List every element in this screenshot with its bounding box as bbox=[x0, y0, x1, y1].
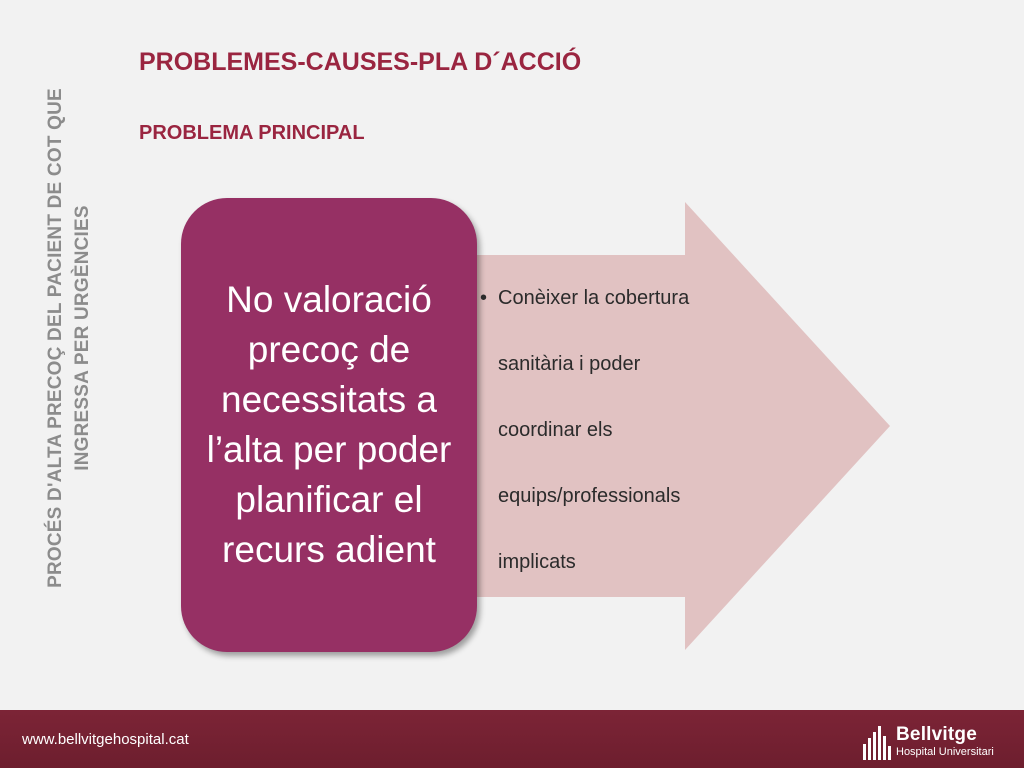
bullet-line: implicats bbox=[498, 551, 576, 573]
building-icon bbox=[862, 726, 892, 760]
bullet-text bbox=[498, 282, 758, 579]
footer-bar bbox=[0, 710, 1024, 768]
vertical-title-line-2: INGRESSA PER URGÈNCIES bbox=[72, 205, 93, 471]
vertical-title-line-1: PROCÉS D'ALTA PRECOÇ DEL PACIENT DE COT QUE bbox=[45, 88, 66, 588]
logo-name: Bellvitge bbox=[896, 724, 977, 745]
list-item bbox=[478, 282, 768, 579]
footer-website-link[interactable]: www.bellvitgehospital.cat bbox=[22, 731, 189, 748]
bullet-icon: • bbox=[480, 287, 488, 309]
bullet-line: Conèixer la cobertura bbox=[498, 287, 690, 309]
bellvitge-logo bbox=[862, 724, 1012, 764]
slide-subtitle: PROBLEMA PRINCIPAL bbox=[139, 122, 365, 144]
bullet-line: equips/professionals bbox=[498, 485, 681, 507]
bullet-line: sanitària i poder bbox=[498, 353, 641, 375]
action-bullet-list bbox=[478, 282, 768, 579]
main-problem-box bbox=[181, 198, 477, 652]
logo-subtitle: Hospital Universitari bbox=[896, 746, 994, 758]
bullet-line: coordinar els bbox=[498, 419, 613, 441]
main-problem-text: No valoració precoç de necessitats a l’alta per poder planificar el recurs adient bbox=[206, 279, 452, 570]
slide-title: PROBLEMES-CAUSES-PLA D´ACCIÓ bbox=[139, 48, 582, 76]
